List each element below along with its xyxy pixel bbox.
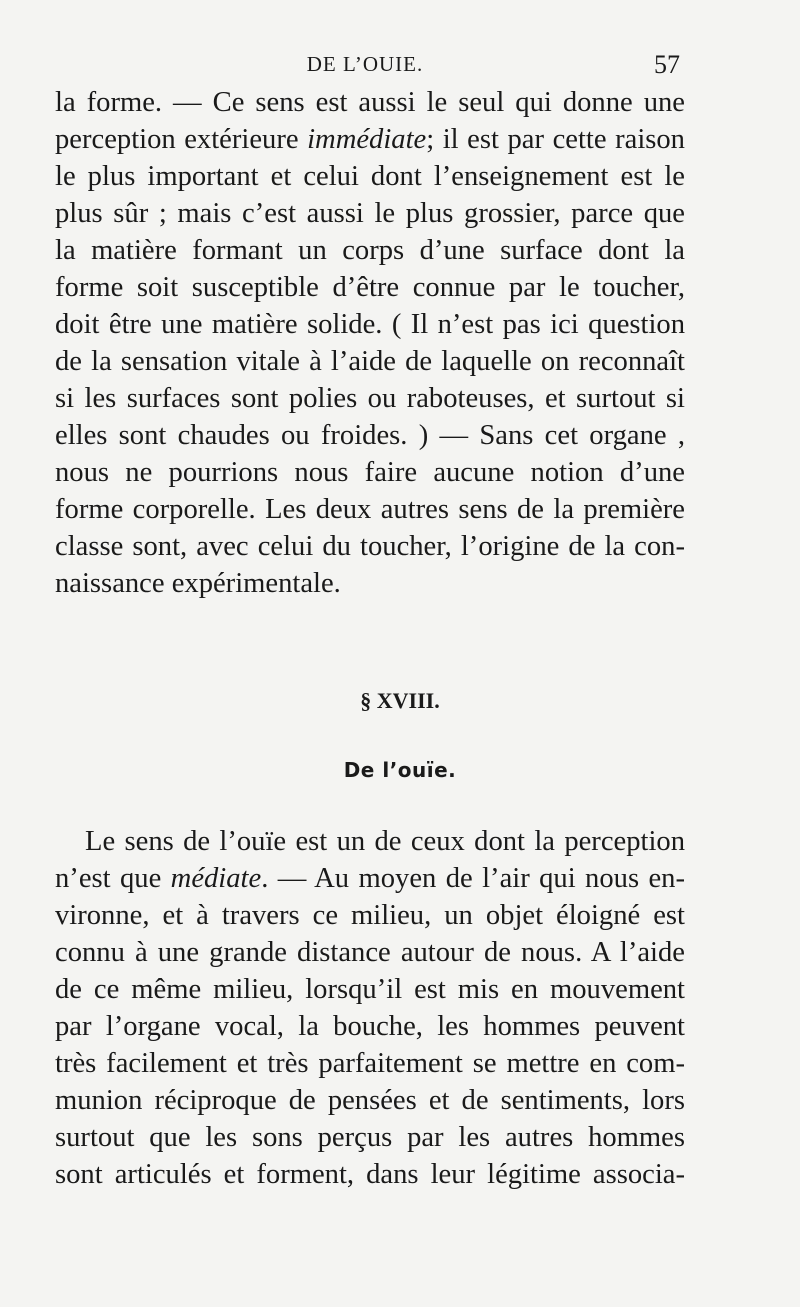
text-line: de la sensation vitale à l’aide de laquelle on reconnaît [55, 346, 685, 377]
italic-word: immédiate [307, 124, 427, 155]
text-line: de ce même milieu, lorsqu’il est mis en mouvement [55, 974, 685, 1005]
text-line: le plus important et celui dont l’enseignement est le [55, 161, 685, 192]
text-line: forme corporelle. Les deux autres sens de la première [55, 494, 685, 525]
text-line: la forme. — Ce sens est aussi le seul qui donne une [55, 87, 685, 118]
section-title: De l’ouïe. [343, 758, 457, 782]
running-head [50, 50, 680, 80]
section-number: § XVIII. [360, 688, 440, 713]
text-line: sont articulés et forment, dans leur légitime associa- [55, 1159, 685, 1190]
page-number: 57 [654, 50, 680, 79]
paragraph-ouie [55, 823, 685, 1193]
text-line: munion réciproque de pensées et de sentiments, lors [55, 1085, 685, 1116]
text-line: la matière formant un corps d’une surface dont la [55, 235, 685, 266]
text-line: naissance expérimentale. [55, 568, 341, 599]
text-line: Le sens de l’ouïe est un de ceux dont la perception [85, 826, 685, 857]
text-line: nous ne pourrions nous faire aucune notion d’une [55, 457, 685, 488]
paragraph-continued [55, 84, 685, 602]
text-line: perception extérieure immédiate; il est par cette raison [55, 124, 685, 155]
text-line: si les surfaces sont polies ou raboteuses, et surtout si [55, 383, 685, 414]
text-line: vironne, et à travers ce milieu, un objet éloigné est [55, 900, 685, 931]
text-line: connu à une grande distance autour de nous. A l’aide [55, 937, 685, 968]
text-line: classe sont, avec celui du toucher, l’origine de la con- [55, 531, 685, 562]
text-line: forme soit susceptible d’être connue par le toucher, [55, 272, 685, 303]
text-line: n’est que médiate. — Au moyen de l’air qui nous en- [55, 863, 685, 894]
text-line: plus sûr ; mais c’est aussi le plus grossier, parce que [55, 198, 685, 229]
text-line: surtout que les sons perçus par les autres hommes [55, 1122, 685, 1153]
text-line: très facilement et très parfaitement se mettre en com- [55, 1048, 685, 1079]
text-line: par l’organe vocal, la bouche, les hommes peuvent [55, 1011, 685, 1042]
text-line: elles sont chaudes ou froides. ) — Sans cet organe , [55, 420, 685, 451]
text-line: doit être une matière solide. ( Il n’est pas ici question [55, 309, 685, 340]
italic-word: médiate [170, 863, 262, 894]
running-title: DE L’OUIE. [306, 52, 424, 76]
